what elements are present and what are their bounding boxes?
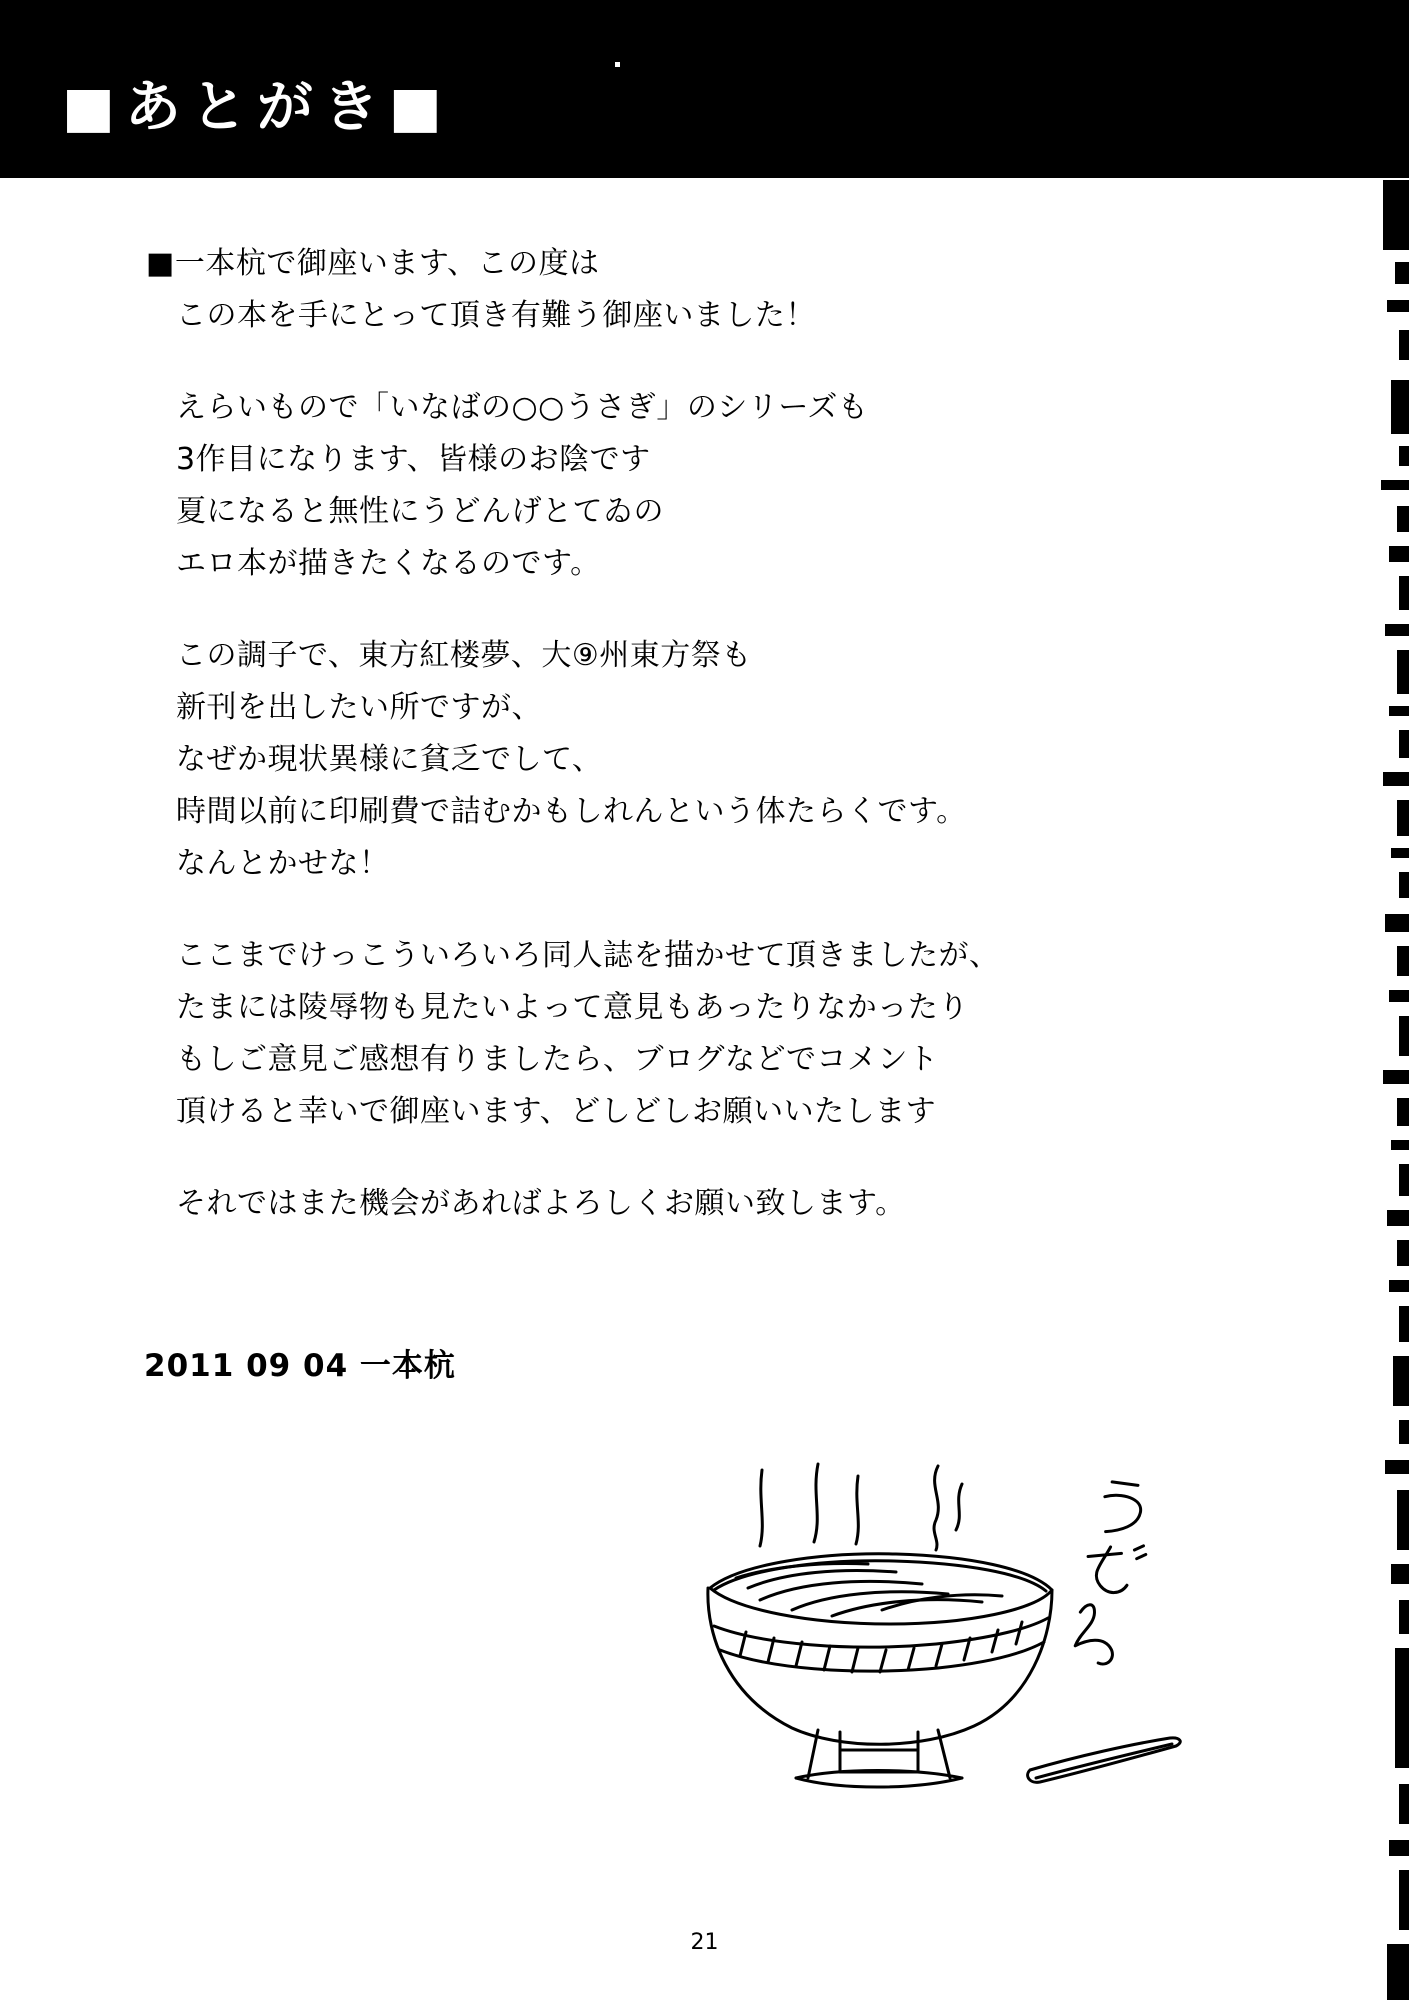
page-title: ■あとがき■	[62, 75, 452, 140]
scan-gutter-artifacts	[1375, 0, 1409, 2000]
text-line: この調子で、東方紅楼夢、大⑨州東方祭も	[176, 638, 752, 673]
text-line: なぜか現状異様に貧乏でして、	[176, 742, 603, 777]
text-line: もしご意見ご感想有りましたら、ブログなどでコメント	[176, 1042, 939, 1077]
text-line: ここまでけっこういろいろ同人誌を描かせて頂きましたが、	[176, 938, 1000, 973]
text-line: この本を手にとって頂き有難う御座いました！	[176, 298, 816, 333]
text-line: えらいもので「いなばの○○うさぎ」のシリーズも	[176, 390, 869, 425]
paragraph-intro	[146, 238, 1206, 342]
paragraph-request	[146, 930, 1206, 1138]
paragraph-series	[146, 382, 1206, 590]
paragraph-closing	[146, 1178, 1206, 1230]
text-line: 新刊を出したい所ですが、	[176, 690, 542, 725]
text-line: たまには陵辱物も見たいよって意見もあったりなかったり	[176, 990, 969, 1025]
text-line: 3作目になります、皆様のお陰です	[176, 442, 651, 477]
author-signature: 2011 09 04 一本杭	[144, 1348, 456, 1384]
afterword-text-block	[146, 238, 1206, 1270]
scan-edge-top	[0, 0, 1409, 4]
text-line: 頂けると幸いで御座います、どしどしお願いいたします	[176, 1094, 937, 1129]
page-number: 21	[690, 1930, 719, 1955]
text-line: ■一本杭で御座います、この度は	[146, 246, 600, 281]
header-speck	[615, 62, 620, 67]
text-line: 時間以前に印刷費で詰むかもしれんという体たらくです。	[176, 794, 967, 829]
paragraph-events	[146, 630, 1206, 890]
text-line: なんとかせな！	[176, 846, 390, 881]
afterword-header-banner	[0, 0, 1409, 178]
text-line: それではまた機会があればよろしくお願い致します。	[176, 1186, 906, 1221]
text-line: エロ本が描きたくなるのです。	[176, 546, 601, 581]
text-line: 夏になると無性にうどんげとてゐの	[176, 494, 664, 529]
udon-bowl-sketch	[700, 1460, 1260, 1830]
